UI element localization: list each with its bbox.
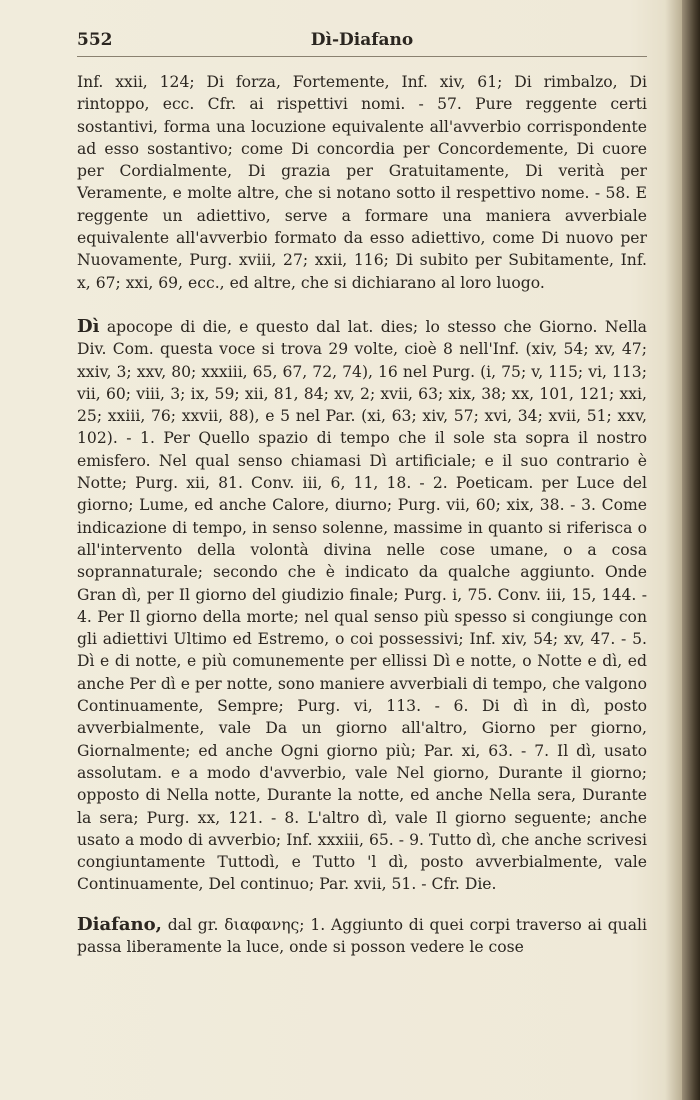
running-title: Dì-Diafano	[310, 30, 414, 50]
entry-di	[77, 316, 647, 896]
entry-text: apocope di die, e questo dal lat. dies; lo stesso che Giorno. Nella Div. Com. questa voce si trova 29 volte, cioè 8 nell'Inf. (xiv, 54; xv, 47; xxiv, 3; xxv, 80; xxxiii, 65, 67, 72, 74), 16 nel Purg. (i, 75; v, 115; vi, 113; vii, 60; viii, 3; ix, 59; xii, 81, 84; xv, 2; xvii, 63; xix, 38; xx, 101, 121; xxi, 25; xxiii, 76; xxvii, 88), e 5 nel Par. (xi, 63; xiv, 57; xvi, 34; xvii, 51; xxv, 102). - 1. Per Quello spazio di tempo che il sole sta sopra il nostro emisfero. Nel qual senso chiamasi Dì artificiale; e il suo contrario è Notte; Purg. xii, 81. Conv. iii, 6, 11, 18. - 2. Poeticam. per Luce del giorno; Lume, ed anche Calore, diurno; Purg. vii, 60; xix, 38. - 3. Come indicazione di tempo, in senso solenne, massime in quanto si riferisca o all'intervento della volontà divina nelle cose umane, o a cosa soprannaturale; secondo che è indicato da qualche aggiunto. Onde Gran dì, per Il giorno del giudizio finale; Purg. i, 75. Conv. iii, 15, 144. - 4. Per Il giorno della morte; nel qual senso più spesso si congiunge con gli adiettivi Ultimo ed Estremo, o coi possessivi; Inf. xiv, 54; xv, 47. - 5. Dì e di notte, e più comunemente per ellissi Dì e notte, o Notte e dì, ed anche Per dì e per notte, sono maniere avverbiali di tempo, che valgono Continuamente, Sempre; Purg. vi, 113. - 6. Di dì in dì, posto avverbialmente, vale Da un giorno all'altro, Giorno per giorno, Giornalmente; ed anche Ogni giorno più; Par. xi, 63. - 7. Il dì, usato assolutam. e a modo d'avverbio, vale Nel giorno, Durante il giorno; opposto di Nella notte, Durante la notte, ed anche Nella sera, Durante la sera; Purg. xx, 121. - 8. L'altro dì, vale Il giorno seguente; anche usato a modo di avverbio; Inf. xxxiii, 65. - 9. Tutto dì, che anche scrivesi congiuntamente Tuttodì, e Tutto 'l dì, posto avverbialmente, vale Continuamente, Del continuo; Par. xvii, 51. - Cfr. Die.	[77, 317, 647, 894]
headword-di: Dì	[77, 315, 100, 337]
headword-diafano: Diafano,	[77, 913, 162, 935]
running-header	[77, 30, 647, 57]
entry-text: Inf. xxii, 124; Di forza, Fortemente, Inf. xiv, 61; Di rimbalzo, Di rintoppo, ecc. Cfr. ai rispettivi nomi. - 57. Pure reggente certi sostantivi, forma una locuzione equivalente all'avverbio corrispondente ad esso sostantivo; come Di concordia per Concordemente, Di cuore per Cordialmente, Di grazia per Gratuitamente, Di verità per Veramente, e molte altre, che si notano sotto il respettivo nome. - 58. E reggente un adiettivo, serve a formare una maniera avverbiale equivalente all'avverbio formato da esso adiettivo, come Di nuovo per Nuovamente, Purg. xviii, 27; xxii, 116; Di subito per Subitamente, Inf. x, 67; xxi, 69, ecc., ed altre, che si dichiarano al loro luogo.	[77, 73, 647, 292]
dictionary-text	[77, 71, 647, 958]
entry-text: dal gr. διαφανης; 1. Aggiunto di quei corpi traverso ai quali passa liberamente la luce, onde si posson vedere le cose	[77, 915, 647, 956]
entry-diafano	[77, 914, 647, 959]
entry-continuation	[77, 71, 647, 294]
page-number: 552	[77, 30, 113, 50]
book-binding-edge	[682, 0, 700, 1100]
